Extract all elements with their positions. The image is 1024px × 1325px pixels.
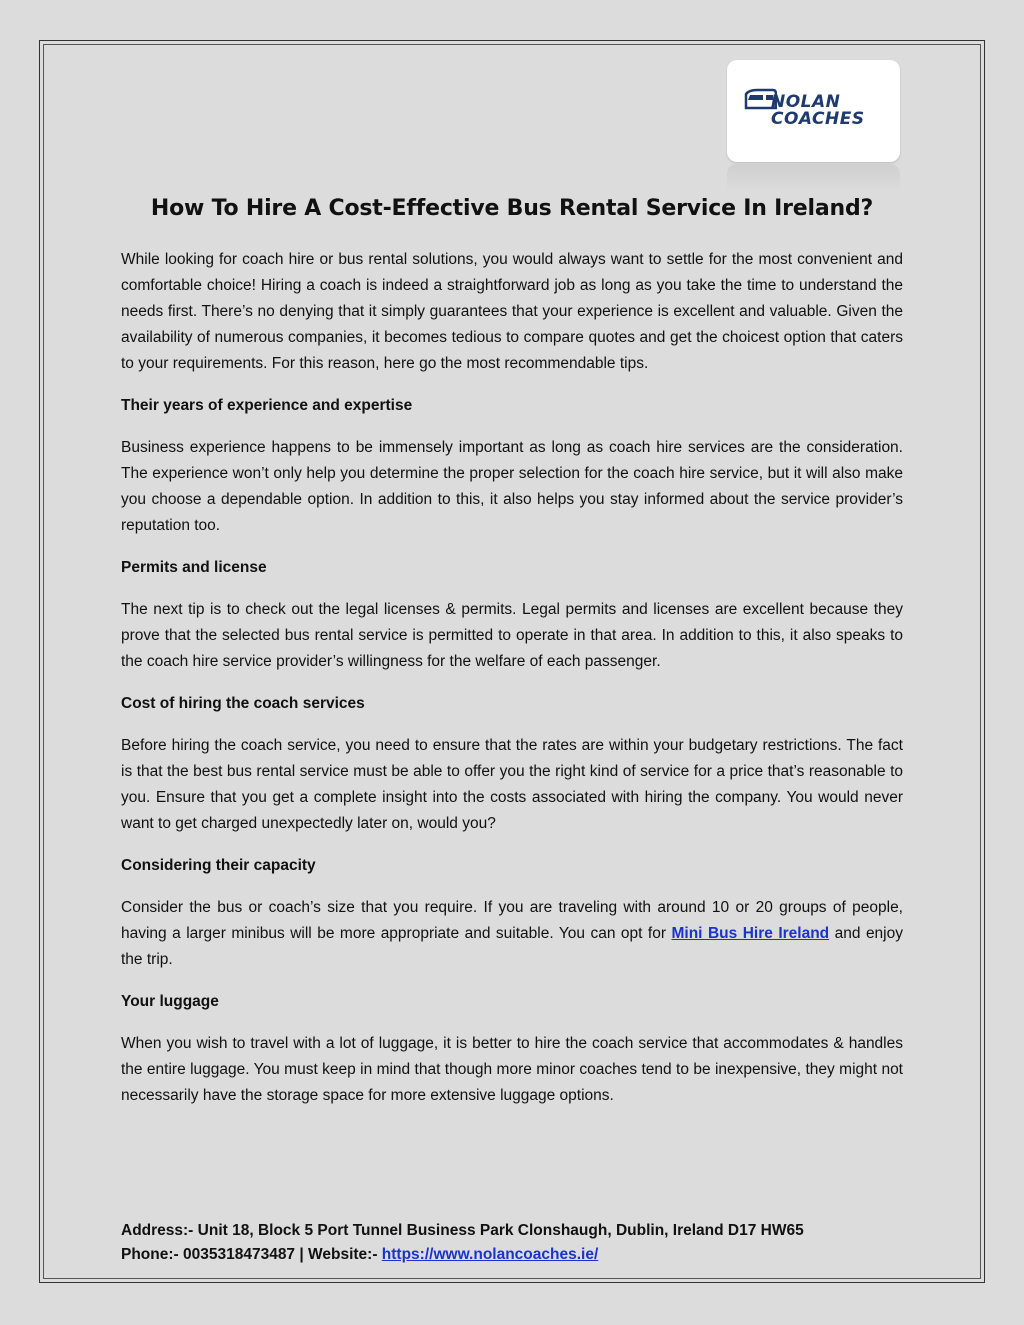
section-paragraph: When you wish to travel with a lot of luggage, it is better to hire the coach service that accommodates & handles the entire luggage. You must keep in mind that though more minor coaches tend to be inexpensive, they might not necessarily have the storage space for more extensive luggage options. (121, 1035, 903, 1104)
logo-line-2: COACHES (771, 109, 865, 129)
company-logo (727, 60, 900, 162)
section-paragraph: Business experience happens to be immensely important as long as coach hire services are the consideration. The experience won’t only help you determine the proper selection for the coach hire service, but it will also make you choose a dependable option. In addition to this, it also helps you stay informed about the service provider’s reputation too. (121, 439, 903, 534)
website-link[interactable]: https://www.nolancoaches.ie/ (381, 1246, 599, 1263)
section-paragraph (121, 895, 903, 973)
logo-line-1: NOLAN (771, 92, 841, 112)
article-body (121, 247, 903, 1125)
footer-contact-line (121, 1243, 903, 1267)
section-paragraph: The next tip is to check out the legal licenses & permits. Legal permits and licenses are excellent because they prove that the selected bus rental service is permitted to operate in that area. In addition to this, it also speaks to the coach hire service provider’s willingness for the welfare of each passenger. (121, 601, 903, 670)
logo-wordmark (771, 94, 865, 128)
page-title: How To Hire A Cost-Effective Bus Rental Service In Ireland? (150, 196, 874, 221)
section-heading: Their years of experience and expertise (121, 397, 413, 414)
section-heading: Cost of hiring the coach services (121, 695, 365, 712)
paragraph-text: Consider the bus or coach’s size that you require. If you are traveling with around 10 or 20 groups of people, having a larger minibus will be more appropriate and suitable. You can opt for (121, 899, 903, 942)
footer-phone: Phone:- 0035318473487 | Website:- (121, 1246, 382, 1263)
section-paragraph: Before hiring the coach service, you need to ensure that the rates are within your budgetary restrictions. The fact is that the best bus rental service must be able to offer you the right kind of service for a price that’s reasonable to you. Ensure that you get a complete insight into the costs associated with hiring the company. You would never want to get charged unexpectedly later on, would you? (121, 737, 903, 832)
section-heading: Considering their capacity (121, 857, 316, 874)
section-heading: Your luggage (121, 993, 219, 1010)
logo-reflection (727, 164, 900, 192)
contact-footer (121, 1219, 903, 1267)
section-heading: Permits and license (121, 559, 267, 576)
footer-address: Address:- Unit 18, Block 5 Port Tunnel Business Park Clonshaugh, Dublin, Ireland D17 HW65 (121, 1222, 804, 1239)
intro-paragraph: While looking for coach hire or bus rental solutions, you would always want to settle for the most convenient and comfortable choice! Hiring a coach is indeed a straightforward job as long as you take the time to understand the needs first. There’s no denying that it simply guarantees that your experience is excellent and valuable. Given the availability of numerous companies, it becomes tedious to compare quotes and get the choicest option that caters to your requirements. For this reason, here go the most recommendable tips. (121, 251, 903, 372)
mini-bus-hire-link[interactable]: Mini Bus Hire Ireland (671, 925, 830, 942)
paragraph-text: and enjoy the trip. (121, 925, 903, 968)
